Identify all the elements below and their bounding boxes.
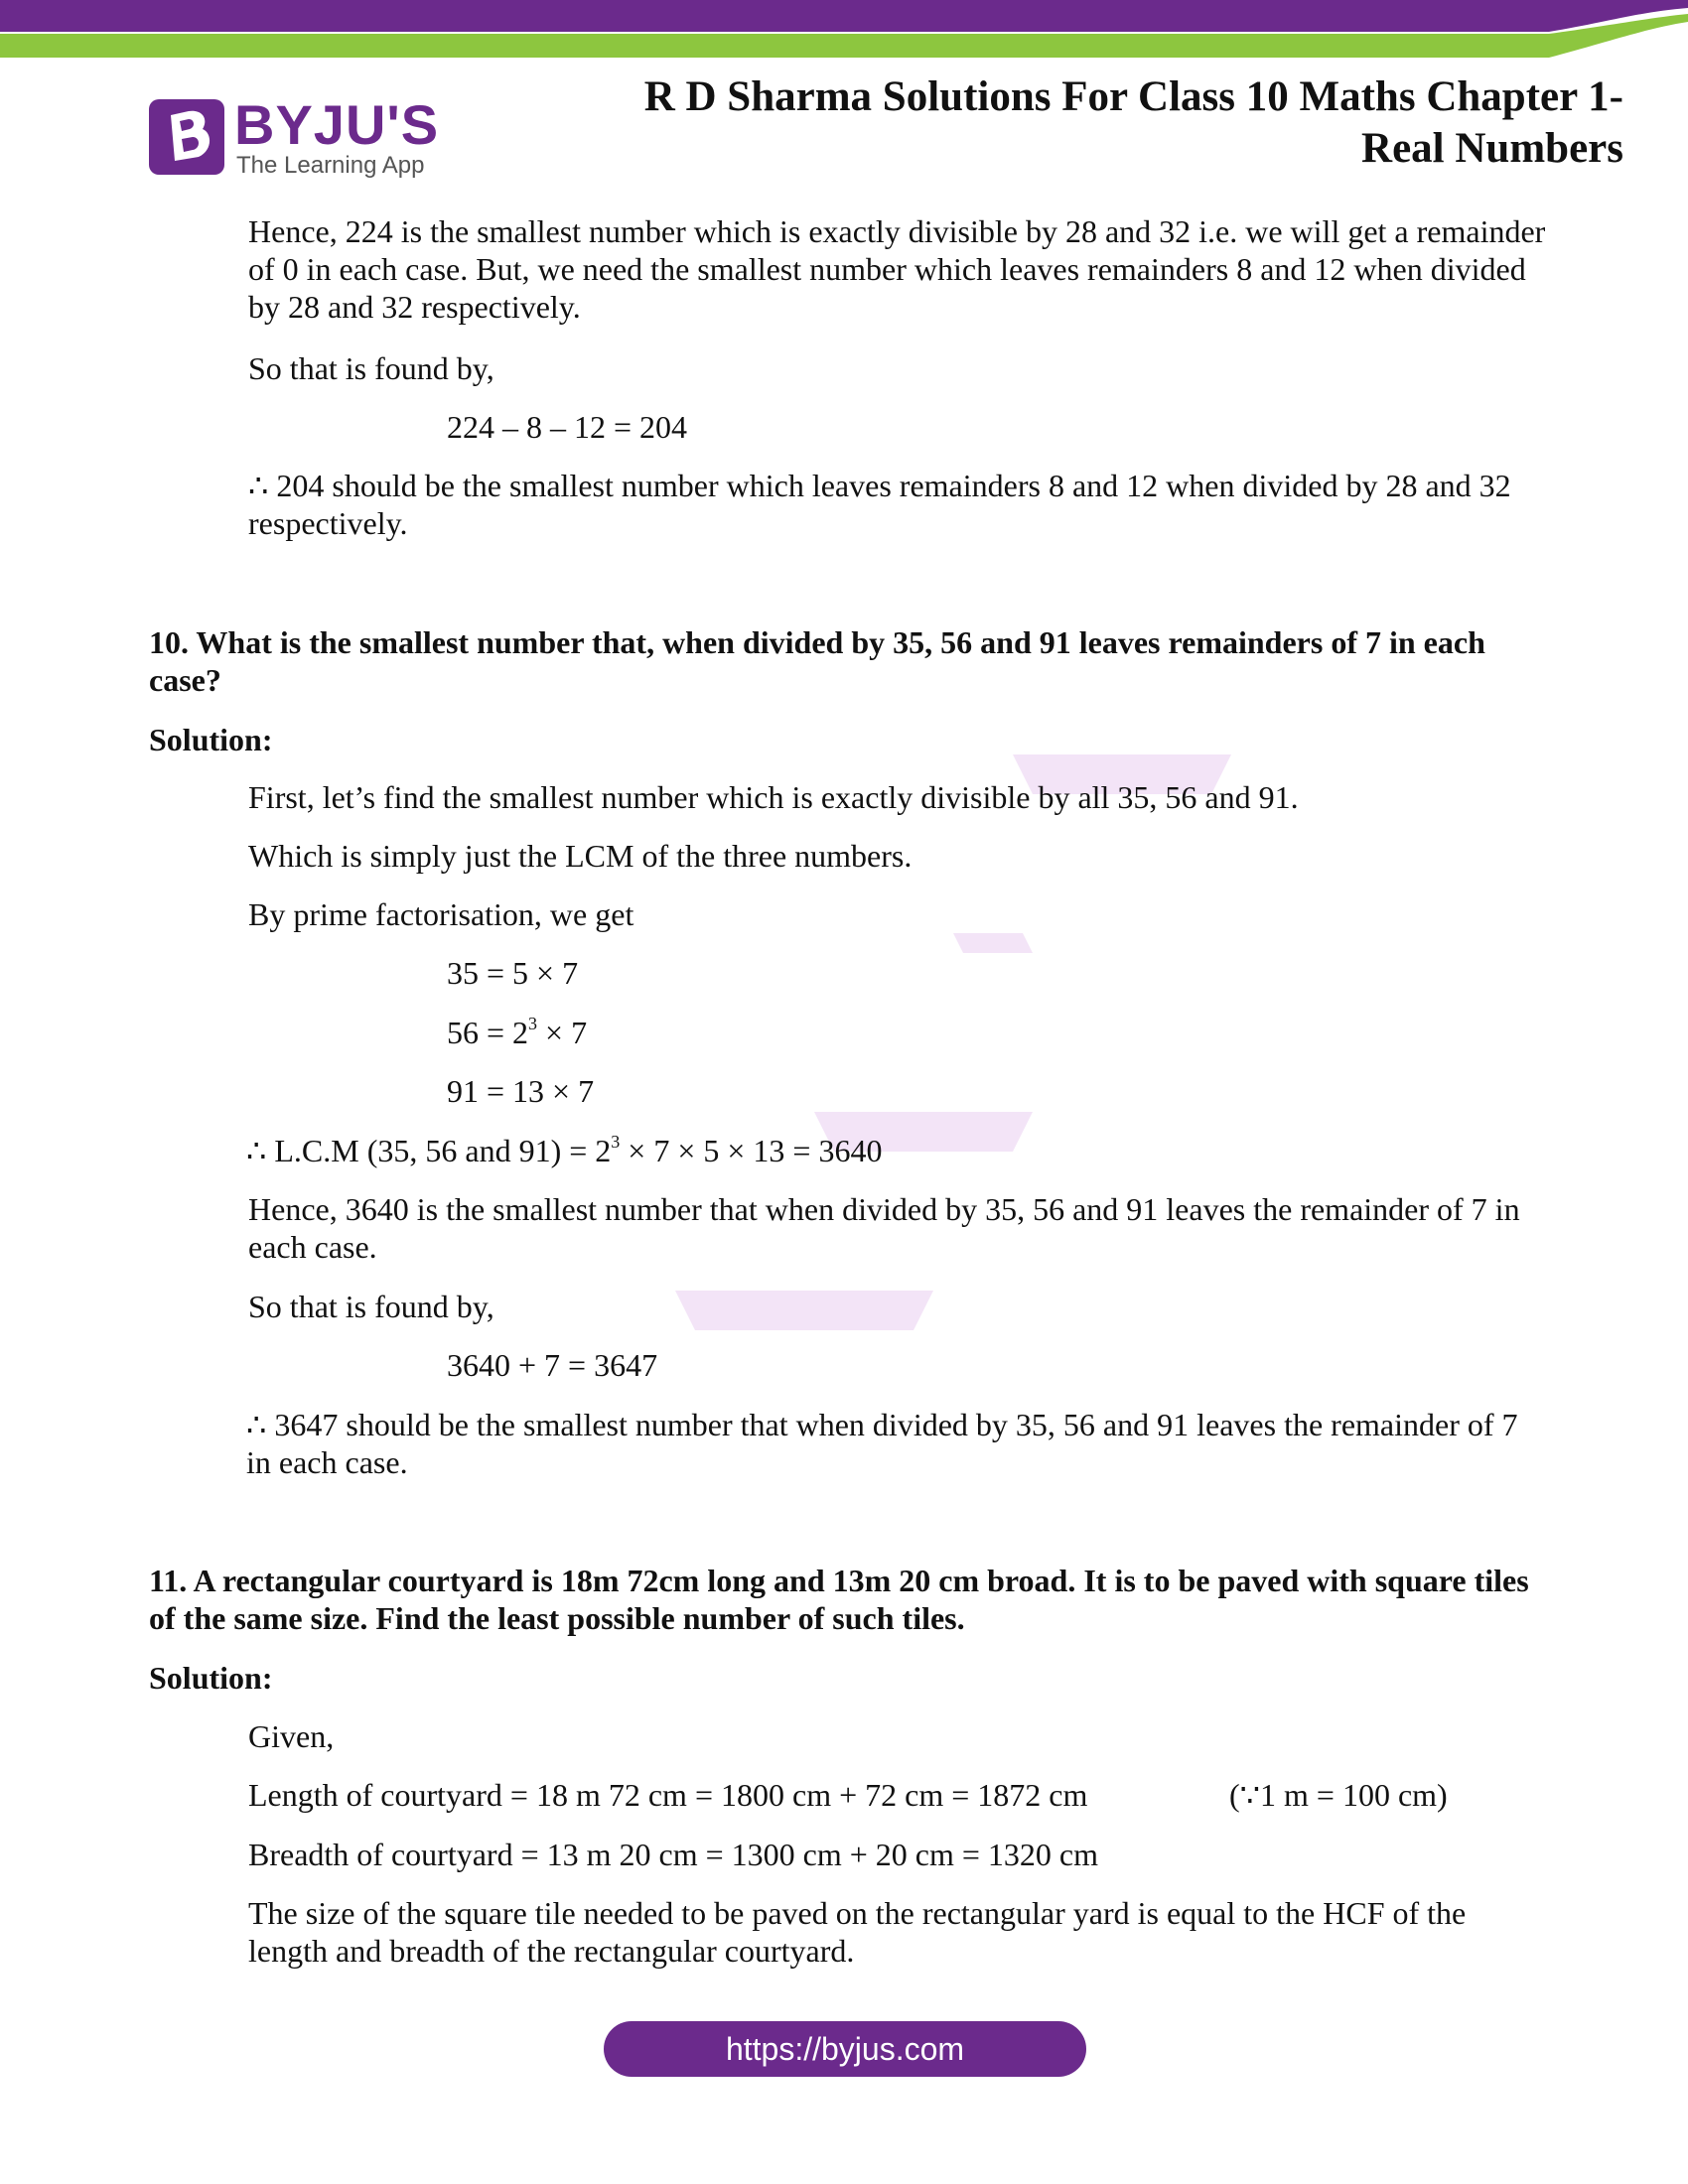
paragraph: Hence, 224 is the smallest number which is exactly divisible by 28 and 32 i.e. we will get a remainder of 0 in each case. But, we need the smallest number which leaves remainders 8 and 12 when divided by 28 and 32 respectively. (248, 213, 1546, 325)
paragraph: First, let’s find the smallest number which is exactly divisible by all 35, 56 and 91. (248, 779, 1299, 815)
website-url: https://byjus.com (725, 2030, 965, 2067)
equation-tail: × 7 (537, 1015, 588, 1050)
paragraph: The size of the square tile needed to be paved on the rectangular yard is equal to the HCF of the length and breadth of the rectangular courtyard. (248, 1895, 1467, 1969)
lcm-equation (246, 1132, 1547, 1169)
paragraph: Length of courtyard = 18 m 72 cm = 1800 cm + 72 cm = 1872 cm (248, 1777, 1088, 1813)
paragraph: By prime factorisation, we get (248, 896, 634, 932)
equation-base: 56 = 2 (447, 1015, 529, 1050)
solution-label: Solution: (149, 1660, 273, 1696)
paragraph: ∴ 3647 should be the smallest number that when divided by 35, 56 and 91 leaves the remainder of 7 in each case. (246, 1407, 1518, 1480)
equation: 35 = 5 × 7 (447, 955, 579, 991)
logo-wordmark: BYJU'S (234, 93, 440, 156)
logo-tagline: The Learning App (236, 152, 425, 179)
equation: 224 – 8 – 12 = 204 (447, 409, 688, 445)
equation-base: ∴ L.C.M (35, 56 and 91) = 2 (246, 1133, 612, 1168)
website-link-button[interactable] (604, 2021, 1086, 2077)
paragraph: Which is simply just the LCM of the three numbers. (248, 838, 913, 874)
solution-label: Solution: (149, 722, 273, 757)
unit-note: (∵1 m = 100 cm) (1229, 1777, 1448, 1813)
paragraph: Given, (248, 1718, 335, 1754)
logo-b-icon (149, 99, 224, 175)
paragraph: Hence, 3640 is the smallest number that when divided by 35, 56 and 91 leaves the remainder of 7 in each case. (248, 1191, 1520, 1265)
equation (447, 1014, 587, 1051)
paragraph: Breadth of courtyard = 13 m 20 cm = 1300 cm + 20 cm = 1320 cm (248, 1837, 1099, 1872)
paragraph: ∴ 204 should be the smallest number which leaves remainders 8 and 12 when divided by 28 and 32 respectively. (248, 468, 1511, 541)
question-10: 10. What is the smallest number that, when divided by 35, 56 and 91 leaves remainders of 7 in each case? (149, 624, 1485, 698)
title-line-1: R D Sharma Solutions For Class 10 Maths Chapter 1- (643, 73, 1623, 120)
exponent: 3 (611, 1132, 621, 1152)
byjus-logo (149, 94, 447, 184)
paragraph: So that is found by, (248, 1289, 494, 1324)
header-band (0, 0, 1688, 60)
title-line-2: Real Numbers (1361, 125, 1623, 172)
exponent: 3 (528, 1014, 538, 1033)
page-title (631, 71, 1623, 175)
equation-tail: × 7 × 5 × 13 = 3640 (620, 1133, 883, 1168)
equation: 91 = 13 × 7 (447, 1073, 595, 1109)
question-11: 11. A rectangular courtyard is 18m 72cm long and 13m 20 cm broad. It is to be paved with square tiles of the same size. Find the least possible number of such tiles. (149, 1563, 1529, 1636)
paragraph: So that is found by, (248, 350, 494, 386)
equation: 3640 + 7 = 3647 (447, 1347, 658, 1383)
